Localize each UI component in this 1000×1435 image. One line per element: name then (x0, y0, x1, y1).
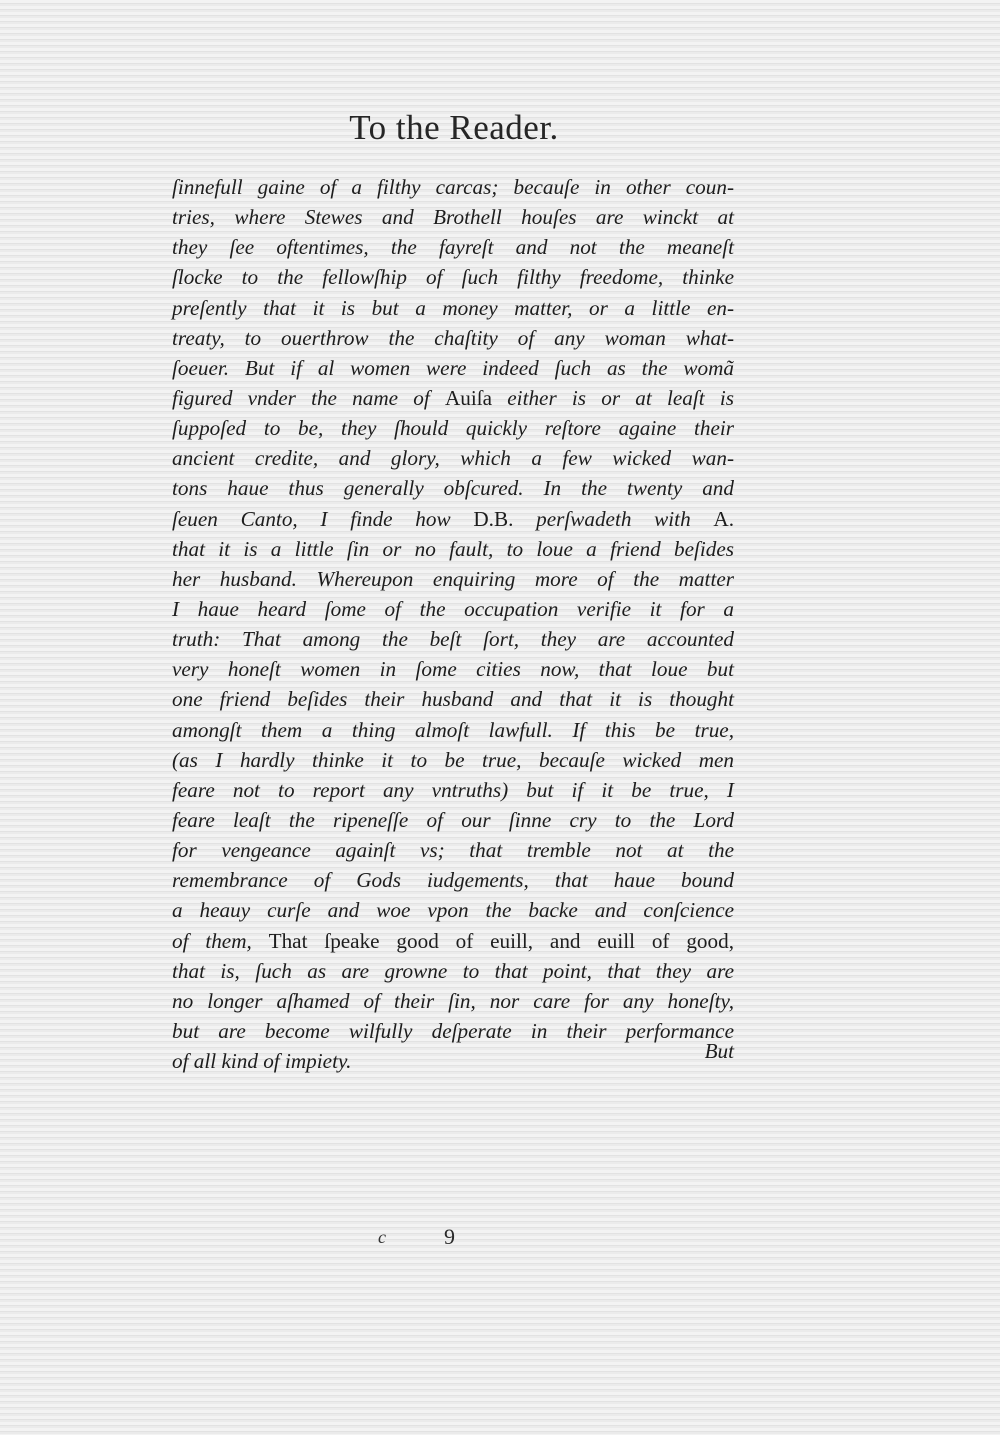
text-segment: feare not to report any vntruths) but if it be true, I (172, 777, 734, 802)
text-line (172, 594, 734, 624)
text-line (172, 534, 734, 564)
text-segment: ancient credite, and glory, which a few wicked wan- (172, 446, 734, 471)
page-number: 9 (444, 1224, 455, 1249)
text-line (172, 895, 734, 925)
text-segment: perſwadeth with (513, 506, 714, 531)
text-segment: that it is a little ſin or no fault, to loue a friend beſides (172, 536, 734, 561)
text-segment: That ſpeake good of euill, and euill of good, (268, 928, 734, 953)
text-segment: for vengeance againſt vs; that tremble not at the (172, 838, 734, 863)
text-line (172, 293, 734, 323)
text-segment: of all kind of impiety. (172, 1049, 352, 1074)
text-line (172, 805, 734, 835)
text-segment: D.B. (473, 506, 514, 531)
text-line (172, 684, 734, 714)
text-segment: no longer aſhamed of their ſin, nor care for any honeſty, (172, 988, 734, 1013)
text-segment: figured vnder the name of (172, 385, 445, 410)
text-segment: Auiſa (444, 385, 493, 410)
text-line (172, 172, 734, 202)
text-line (172, 353, 734, 383)
text-segment: ſlocke to the fellowſhip of ſuch filthy freedome, thinke (172, 265, 734, 290)
text-segment: remembrance of Gods iudgements, that haue bound (172, 868, 734, 893)
text-segment: either is or at leaſt is (492, 385, 734, 410)
text-line (172, 624, 734, 654)
catchword: But (704, 1039, 734, 1063)
text-line (172, 443, 734, 473)
text-line (172, 715, 734, 745)
text-line (172, 775, 734, 805)
body-text (172, 172, 734, 1076)
text-line (172, 654, 734, 684)
text-segment: amongſt them a thing almoſt lawfull. If this be true, (172, 717, 734, 742)
page-title: To the Reader. (349, 108, 559, 147)
text-line (172, 473, 734, 503)
text-segment: a heauy curſe and woe vpon the backe and conſcience (172, 898, 734, 923)
text-segment: that is, ſuch as are growne to that point, that they are (172, 958, 734, 983)
text-segment: ſoeuer. But if al women were indeed ſuch as the womã (172, 355, 734, 380)
text-segment: truth: That among the beſt ſort, they are accounted (172, 627, 734, 652)
text-segment: (as I hardly thinke it to be true, becauſe wicked men (172, 747, 734, 772)
text-segment: tries, where Stewes and Brothell houſes are winckt at (172, 205, 734, 230)
text-segment: ſuppoſed to be, they ſhould quickly reſtore againe their (172, 416, 734, 441)
text-segment: tons haue thus generally obſcured. In the twenty and (172, 476, 734, 501)
text-line (172, 262, 734, 292)
text-line (172, 986, 734, 1016)
text-line (172, 323, 734, 353)
text-line (172, 383, 734, 413)
text-segment: but are become wilfully deſperate in their performance (172, 1018, 734, 1043)
text-segment: feare leaſt the ripeneſſe of our ſinne cry to the Lord (172, 807, 734, 832)
text-line (172, 745, 734, 775)
signature-mark: c (378, 1227, 386, 1247)
text-segment: ſinnefull gaine of a filthy carcas; becauſe in other coun- (172, 175, 734, 199)
text-segment: A. (713, 506, 734, 531)
text-line (172, 956, 734, 986)
text-segment: her husband. Whereupon enquiring more of the matter (172, 566, 734, 591)
text-line (172, 835, 734, 865)
text-line (172, 202, 734, 232)
text-line (172, 504, 734, 534)
text-segment: treaty, to ouerthrow the chaſtity of any woman what- (172, 325, 734, 350)
text-segment: they ſee oftentimes, the fayreſt and not the meaneſt (172, 235, 734, 260)
text-segment: ſeuen Canto, I finde how (172, 506, 474, 531)
text-line (172, 926, 734, 956)
text-line (172, 232, 734, 262)
text-segment: preſently that it is but a money matter, or a little en- (172, 295, 734, 320)
text-segment: one friend beſides their husband and that it is thought (172, 687, 734, 712)
text-segment: of them, (172, 928, 269, 953)
text-segment: I haue heard ſome of the occupation verifie it for a (172, 596, 734, 621)
text-line (172, 413, 734, 443)
text-line (172, 865, 734, 895)
text-line (172, 564, 734, 594)
text-segment: very honeſt women in ſome cities now, that loue but (172, 657, 734, 682)
